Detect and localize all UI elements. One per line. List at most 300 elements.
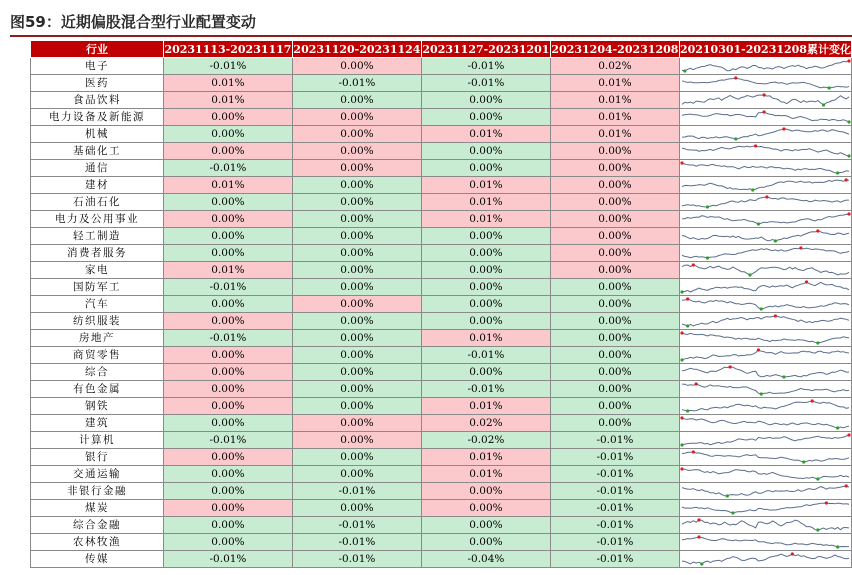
industry-name-cell: 房地产 (31, 330, 164, 347)
weekly-change-cell: 0.01% (163, 177, 292, 194)
cumulative-sparkline-cell (679, 160, 851, 177)
table-row (31, 500, 852, 517)
sparkline-max-marker (757, 348, 760, 351)
sparkline-min-marker (680, 443, 683, 446)
weekly-change-cell: 0.00% (163, 194, 292, 211)
cumulative-sparkline-cell (679, 228, 851, 245)
weekly-change-cell: 0.00% (163, 313, 292, 330)
weekly-change-cell: 0.00% (163, 211, 292, 228)
sparkline-max-marker (692, 450, 695, 453)
sparkline-min-marker (816, 341, 819, 344)
cumulative-sparkline-cell (679, 92, 851, 109)
weekly-change-cell: -0.01% (292, 534, 421, 551)
table-row (31, 126, 852, 143)
weekly-change-cell: 0.00% (292, 143, 421, 160)
sparkline-max-marker (680, 331, 683, 334)
weekly-change-cell: 0.00% (421, 109, 550, 126)
cumulative-sparkline-cell (679, 398, 851, 415)
sparkline-chart (680, 534, 851, 550)
sparkline-min-marker (760, 307, 763, 310)
cumulative-sparkline-cell (679, 126, 851, 143)
header-week-2: 20231120-20231124 (293, 42, 421, 56)
figure-title: 图59：近期偏股混合型行业配置变动 (10, 13, 256, 31)
sparkline-min-marker (751, 188, 754, 191)
weekly-change-cell: 0.00% (292, 126, 421, 143)
table-row (31, 58, 852, 75)
sparkline-chart (680, 364, 851, 380)
weekly-change-cell: -0.02% (421, 432, 550, 449)
cumulative-sparkline-cell (679, 449, 851, 466)
sparkline-chart (680, 58, 851, 74)
weekly-change-cell: 0.00% (550, 177, 679, 194)
weekly-change-cell: 0.00% (292, 398, 421, 415)
sparkline-max-marker (680, 467, 683, 470)
sparkline-max-marker (697, 535, 700, 538)
weekly-change-cell: 0.00% (163, 500, 292, 517)
industry-name-cell: 煤炭 (31, 500, 164, 517)
sparkline-chart (680, 449, 851, 465)
weekly-change-cell: 0.01% (421, 449, 550, 466)
weekly-change-cell: -0.01% (550, 534, 679, 551)
weekly-change-cell: -0.01% (550, 483, 679, 500)
weekly-change-cell: 0.00% (163, 466, 292, 483)
sparkline-max-marker (805, 280, 808, 283)
sparkline-path (682, 418, 849, 428)
sparkline-max-marker (728, 365, 731, 368)
sparkline-max-marker (844, 178, 847, 181)
sparkline-path (682, 554, 849, 564)
industry-name-cell: 商贸零售 (31, 347, 164, 364)
weekly-change-cell: -0.01% (163, 330, 292, 347)
weekly-change-cell: 0.00% (550, 160, 679, 177)
sparkline-min-marker (706, 205, 709, 208)
industry-name-cell: 综合金融 (31, 517, 164, 534)
industry-name-cell: 钢铁 (31, 398, 164, 415)
sparkline-min-marker (836, 545, 839, 548)
weekly-change-cell: 0.01% (421, 194, 550, 211)
industry-name-cell: 食品饮料 (31, 92, 164, 109)
weekly-change-cell: 0.00% (163, 245, 292, 262)
weekly-change-cell: 0.00% (550, 313, 679, 330)
sparkline-path (682, 367, 849, 377)
weekly-change-cell: 0.01% (163, 262, 292, 279)
sparkline-min-marker (822, 103, 825, 106)
cumulative-sparkline-cell (679, 432, 851, 449)
sparkline-min-marker (734, 137, 737, 140)
weekly-change-cell: -0.01% (550, 551, 679, 568)
industry-name-cell: 基础化工 (31, 143, 164, 160)
sparkline-chart (680, 347, 851, 363)
sparkline-min-marker (836, 426, 839, 429)
weekly-change-cell: 0.00% (292, 279, 421, 296)
table-row (31, 517, 852, 534)
sparkline-path (682, 299, 849, 309)
sparkline-path (682, 78, 849, 88)
weekly-change-cell: -0.01% (292, 483, 421, 500)
sparkline-path (682, 435, 849, 445)
cumulative-sparkline-cell (679, 364, 851, 381)
weekly-change-cell: -0.01% (292, 517, 421, 534)
industry-name-cell: 医药 (31, 75, 164, 92)
header-week-3: 20231127-20231201 (422, 42, 550, 56)
sparkline-chart (680, 75, 851, 91)
sparkline-max-marker (686, 297, 689, 300)
sparkline-path (682, 214, 849, 224)
weekly-change-cell: 0.00% (292, 330, 421, 347)
weekly-change-cell: 0.00% (421, 364, 550, 381)
sparkline-chart (680, 296, 851, 312)
cumulative-sparkline-cell (679, 381, 851, 398)
cumulative-sparkline-cell (679, 143, 851, 160)
sparkline-max-marker (811, 399, 814, 402)
weekly-change-cell: 0.01% (550, 75, 679, 92)
table-row (31, 381, 852, 398)
weekly-change-cell: 0.00% (163, 483, 292, 500)
weekly-change-cell: -0.01% (550, 517, 679, 534)
sparkline-path (682, 452, 849, 462)
weekly-change-cell: 0.00% (421, 262, 550, 279)
cumulative-sparkline-cell (679, 330, 851, 347)
weekly-change-cell: -0.01% (550, 466, 679, 483)
sparkline-max-marker (791, 552, 794, 555)
industry-name-cell: 建材 (31, 177, 164, 194)
weekly-change-cell: 0.01% (421, 177, 550, 194)
sparkline-chart (680, 211, 851, 227)
weekly-change-cell: -0.01% (421, 75, 550, 92)
sparkline-path (682, 333, 849, 343)
sparkline-path (682, 112, 849, 122)
cumulative-sparkline-cell (679, 347, 851, 364)
weekly-change-cell: 0.00% (163, 381, 292, 398)
sparkline-chart (680, 262, 851, 278)
weekly-change-cell: 0.00% (163, 415, 292, 432)
table-row (31, 92, 852, 109)
sparkline-max-marker (774, 314, 777, 317)
weekly-change-cell: 0.00% (421, 313, 550, 330)
industry-name-cell: 银行 (31, 449, 164, 466)
weekly-change-cell: 0.00% (163, 364, 292, 381)
weekly-change-cell: 0.00% (550, 143, 679, 160)
cumulative-sparkline-cell (679, 534, 851, 551)
sparkline-chart (680, 330, 851, 346)
sparkline-path (682, 384, 849, 394)
sparkline-min-marker (847, 154, 850, 157)
cumulative-sparkline-cell (679, 500, 851, 517)
industry-name-cell: 电子 (31, 58, 164, 75)
weekly-change-cell: 0.00% (292, 381, 421, 398)
weekly-change-cell: -0.01% (163, 160, 292, 177)
weekly-change-cell: 0.00% (550, 364, 679, 381)
table-row (31, 228, 852, 245)
sparkline-min-marker (847, 120, 850, 123)
sparkline-max-marker (847, 212, 850, 215)
cumulative-sparkline-cell (679, 279, 851, 296)
sparkline-path (682, 469, 849, 479)
sparkline-min-marker (726, 494, 729, 497)
header-cumulative: 20210301-20231208累计变化 (679, 41, 851, 58)
weekly-change-cell: -0.01% (421, 381, 550, 398)
weekly-change-cell: 0.00% (163, 126, 292, 143)
cumulative-sparkline-cell (679, 483, 851, 500)
sparkline-chart (680, 415, 851, 431)
table-row (31, 330, 852, 347)
sparkline-chart (680, 398, 851, 414)
weekly-change-cell: 0.00% (550, 245, 679, 262)
weekly-change-cell: 0.00% (550, 262, 679, 279)
industry-name-cell: 国防军工 (31, 279, 164, 296)
weekly-change-cell: 0.02% (550, 58, 679, 75)
header-industry: 行业 (31, 41, 164, 58)
table-row (31, 534, 852, 551)
sparkline-chart (680, 432, 851, 448)
weekly-change-cell: 0.00% (163, 347, 292, 364)
sparkline-chart (680, 143, 851, 159)
table-row (31, 449, 852, 466)
sparkline-path (682, 316, 849, 326)
cumulative-sparkline-cell (679, 262, 851, 279)
weekly-change-cell: -0.01% (163, 58, 292, 75)
sparkline-path (682, 503, 849, 513)
sparkline-max-marker (847, 433, 850, 436)
sparkline-min-marker (748, 273, 751, 276)
sparkline-min-marker (760, 392, 763, 395)
weekly-change-cell: 0.00% (292, 177, 421, 194)
cumulative-sparkline-cell (679, 466, 851, 483)
weekly-change-cell: 0.00% (292, 92, 421, 109)
weekly-change-cell: 0.00% (421, 296, 550, 313)
weekly-change-cell: 0.00% (292, 228, 421, 245)
sparkline-path (682, 520, 849, 530)
industry-name-cell: 有色金属 (31, 381, 164, 398)
cumulative-sparkline-cell (679, 245, 851, 262)
sparkline-path (682, 163, 849, 173)
weekly-change-cell: 0.00% (550, 415, 679, 432)
weekly-change-cell: 0.00% (163, 534, 292, 551)
industry-name-cell: 建筑 (31, 415, 164, 432)
sparkline-min-marker (680, 290, 683, 293)
weekly-change-cell: -0.01% (292, 551, 421, 568)
sparkline-max-marker (697, 518, 700, 521)
weekly-change-cell: 0.00% (163, 449, 292, 466)
weekly-change-cell: 0.00% (292, 194, 421, 211)
sparkline-chart (680, 517, 851, 533)
sparkline-path (682, 146, 849, 156)
weekly-change-cell: 0.00% (421, 228, 550, 245)
table-row (31, 177, 852, 194)
sparkline-min-marker (700, 562, 703, 565)
cumulative-sparkline-cell (679, 313, 851, 330)
weekly-change-cell: 0.01% (163, 92, 292, 109)
sparkline-path (682, 231, 849, 241)
table-row (31, 347, 852, 364)
sparkline-chart (680, 313, 851, 329)
sparkline-max-marker (734, 76, 737, 79)
weekly-change-cell: 0.00% (421, 143, 550, 160)
sparkline-path (682, 282, 849, 292)
weekly-change-cell: 0.00% (550, 381, 679, 398)
weekly-change-cell: -0.01% (550, 500, 679, 517)
sparkline-chart (680, 177, 851, 193)
industry-name-cell: 家电 (31, 262, 164, 279)
weekly-change-cell: 0.00% (421, 160, 550, 177)
weekly-change-cell: 0.02% (421, 415, 550, 432)
weekly-change-cell: 0.00% (550, 398, 679, 415)
table-row (31, 415, 852, 432)
industry-name-cell: 传媒 (31, 551, 164, 568)
industry-name-cell: 综合 (31, 364, 164, 381)
sparkline-chart (680, 245, 851, 261)
cumulative-sparkline-cell (679, 177, 851, 194)
cumulative-sparkline-cell (679, 415, 851, 432)
sparkline-path (682, 486, 849, 496)
sparkline-min-marker (757, 222, 760, 225)
weekly-change-cell: 0.00% (421, 517, 550, 534)
weekly-change-cell: 0.00% (550, 330, 679, 347)
sparkline-max-marker (680, 416, 683, 419)
table-header-row (31, 41, 852, 58)
industry-name-cell: 机械 (31, 126, 164, 143)
cumulative-sparkline-cell (679, 58, 851, 75)
weekly-change-cell: 0.00% (550, 228, 679, 245)
weekly-change-cell: 0.01% (421, 466, 550, 483)
sparkline-path (682, 129, 849, 139)
weekly-change-cell: 0.00% (292, 58, 421, 75)
industry-name-cell: 纺织服装 (31, 313, 164, 330)
industry-name-cell: 轻工制造 (31, 228, 164, 245)
weekly-change-cell: 0.00% (292, 211, 421, 228)
weekly-change-cell: 0.00% (163, 517, 292, 534)
table-row (31, 75, 852, 92)
weekly-change-cell: 0.01% (421, 398, 550, 415)
weekly-change-cell: 0.00% (292, 449, 421, 466)
sparkline-chart (680, 483, 851, 499)
sparkline-max-marker (782, 127, 785, 130)
table-row (31, 466, 852, 483)
header-week-4: 20231204-20231208 (551, 42, 679, 56)
weekly-change-cell: 0.00% (163, 228, 292, 245)
table-row (31, 364, 852, 381)
sparkline-path (682, 265, 849, 275)
cumulative-sparkline-cell (679, 551, 851, 568)
cumulative-sparkline-cell (679, 211, 851, 228)
weekly-change-cell: 0.01% (163, 75, 292, 92)
sparkline-chart (680, 228, 851, 244)
industry-name-cell: 消费者服务 (31, 245, 164, 262)
sparkline-max-marker (762, 110, 765, 113)
industry-name-cell: 石油石化 (31, 194, 164, 211)
table-row (31, 551, 852, 568)
cumulative-sparkline-cell (679, 109, 851, 126)
weekly-change-cell: -0.01% (163, 551, 292, 568)
sparkline-min-marker (802, 460, 805, 463)
weekly-change-cell: 0.00% (421, 483, 550, 500)
sparkline-min-marker (686, 409, 689, 412)
weekly-change-cell: 0.00% (292, 466, 421, 483)
sparkline-path (682, 61, 849, 71)
cumulative-sparkline-cell (679, 517, 851, 534)
sparkline-max-marker (762, 93, 765, 96)
sparkline-max-marker (799, 246, 802, 249)
weekly-change-cell: 0.00% (292, 296, 421, 313)
weekly-change-cell: -0.01% (421, 347, 550, 364)
weekly-change-cell: -0.01% (550, 432, 679, 449)
industry-name-cell: 通信 (31, 160, 164, 177)
weekly-change-cell: 0.00% (292, 364, 421, 381)
weekly-change-cell: 0.00% (292, 262, 421, 279)
weekly-change-cell: 0.01% (421, 211, 550, 228)
sparkline-max-marker (692, 263, 695, 266)
industry-name-cell: 电力及公用事业 (31, 211, 164, 228)
sparkline-chart (680, 551, 851, 567)
sparkline-max-marker (825, 501, 828, 504)
sparkline-chart (680, 109, 851, 125)
table-row (31, 483, 852, 500)
table-row (31, 398, 852, 415)
cumulative-sparkline-cell (679, 296, 851, 313)
sparkline-chart (680, 160, 851, 176)
weekly-change-cell: -0.01% (163, 432, 292, 449)
table-row (31, 160, 852, 177)
table-row (31, 313, 852, 330)
weekly-change-cell: 0.01% (421, 330, 550, 347)
weekly-change-cell: 0.00% (292, 313, 421, 330)
sparkline-max-marker (754, 144, 757, 147)
sparkline-path (682, 401, 849, 411)
table-row (31, 279, 852, 296)
table-row (31, 143, 852, 160)
weekly-change-cell: 0.00% (292, 500, 421, 517)
weekly-change-cell: 0.00% (421, 279, 550, 296)
sparkline-max-marker (765, 195, 768, 198)
sparkline-min-marker (816, 477, 819, 480)
sparkline-min-marker (680, 358, 683, 361)
sparkline-chart (680, 500, 851, 516)
header-week-1: 20231113-20231117 (164, 42, 292, 56)
table-row (31, 194, 852, 211)
table-row (31, 262, 852, 279)
weekly-change-cell: 0.01% (550, 109, 679, 126)
industry-name-cell: 电力设备及新能源 (31, 109, 164, 126)
title-divider (10, 35, 852, 37)
weekly-change-cell: -0.04% (421, 551, 550, 568)
weekly-change-cell: 0.00% (421, 500, 550, 517)
sparkline-chart (680, 92, 851, 108)
table-row (31, 432, 852, 449)
sparkline-chart (680, 194, 851, 210)
weekly-change-cell: 0.01% (421, 126, 550, 143)
weekly-change-cell: 0.00% (163, 296, 292, 313)
table-row (31, 211, 852, 228)
cumulative-sparkline-cell (679, 194, 851, 211)
sparkline-chart (680, 126, 851, 142)
weekly-change-cell: 0.00% (550, 194, 679, 211)
table-row (31, 109, 852, 126)
weekly-change-cell: 0.00% (421, 245, 550, 262)
weekly-change-cell: 0.00% (292, 245, 421, 262)
industry-name-cell: 汽车 (31, 296, 164, 313)
sparkline-min-marker (731, 511, 734, 514)
industry-name-cell: 非银行金融 (31, 483, 164, 500)
weekly-change-cell: 0.00% (550, 296, 679, 313)
sparkline-min-marker (706, 256, 709, 259)
source-footnote (30, 566, 630, 575)
sparkline-path (682, 350, 849, 360)
weekly-change-cell: 0.00% (163, 398, 292, 415)
weekly-change-cell: -0.01% (292, 75, 421, 92)
weekly-change-cell: 0.00% (292, 415, 421, 432)
sparkline-max-marker (680, 161, 683, 164)
weekly-change-cell: 0.00% (421, 534, 550, 551)
